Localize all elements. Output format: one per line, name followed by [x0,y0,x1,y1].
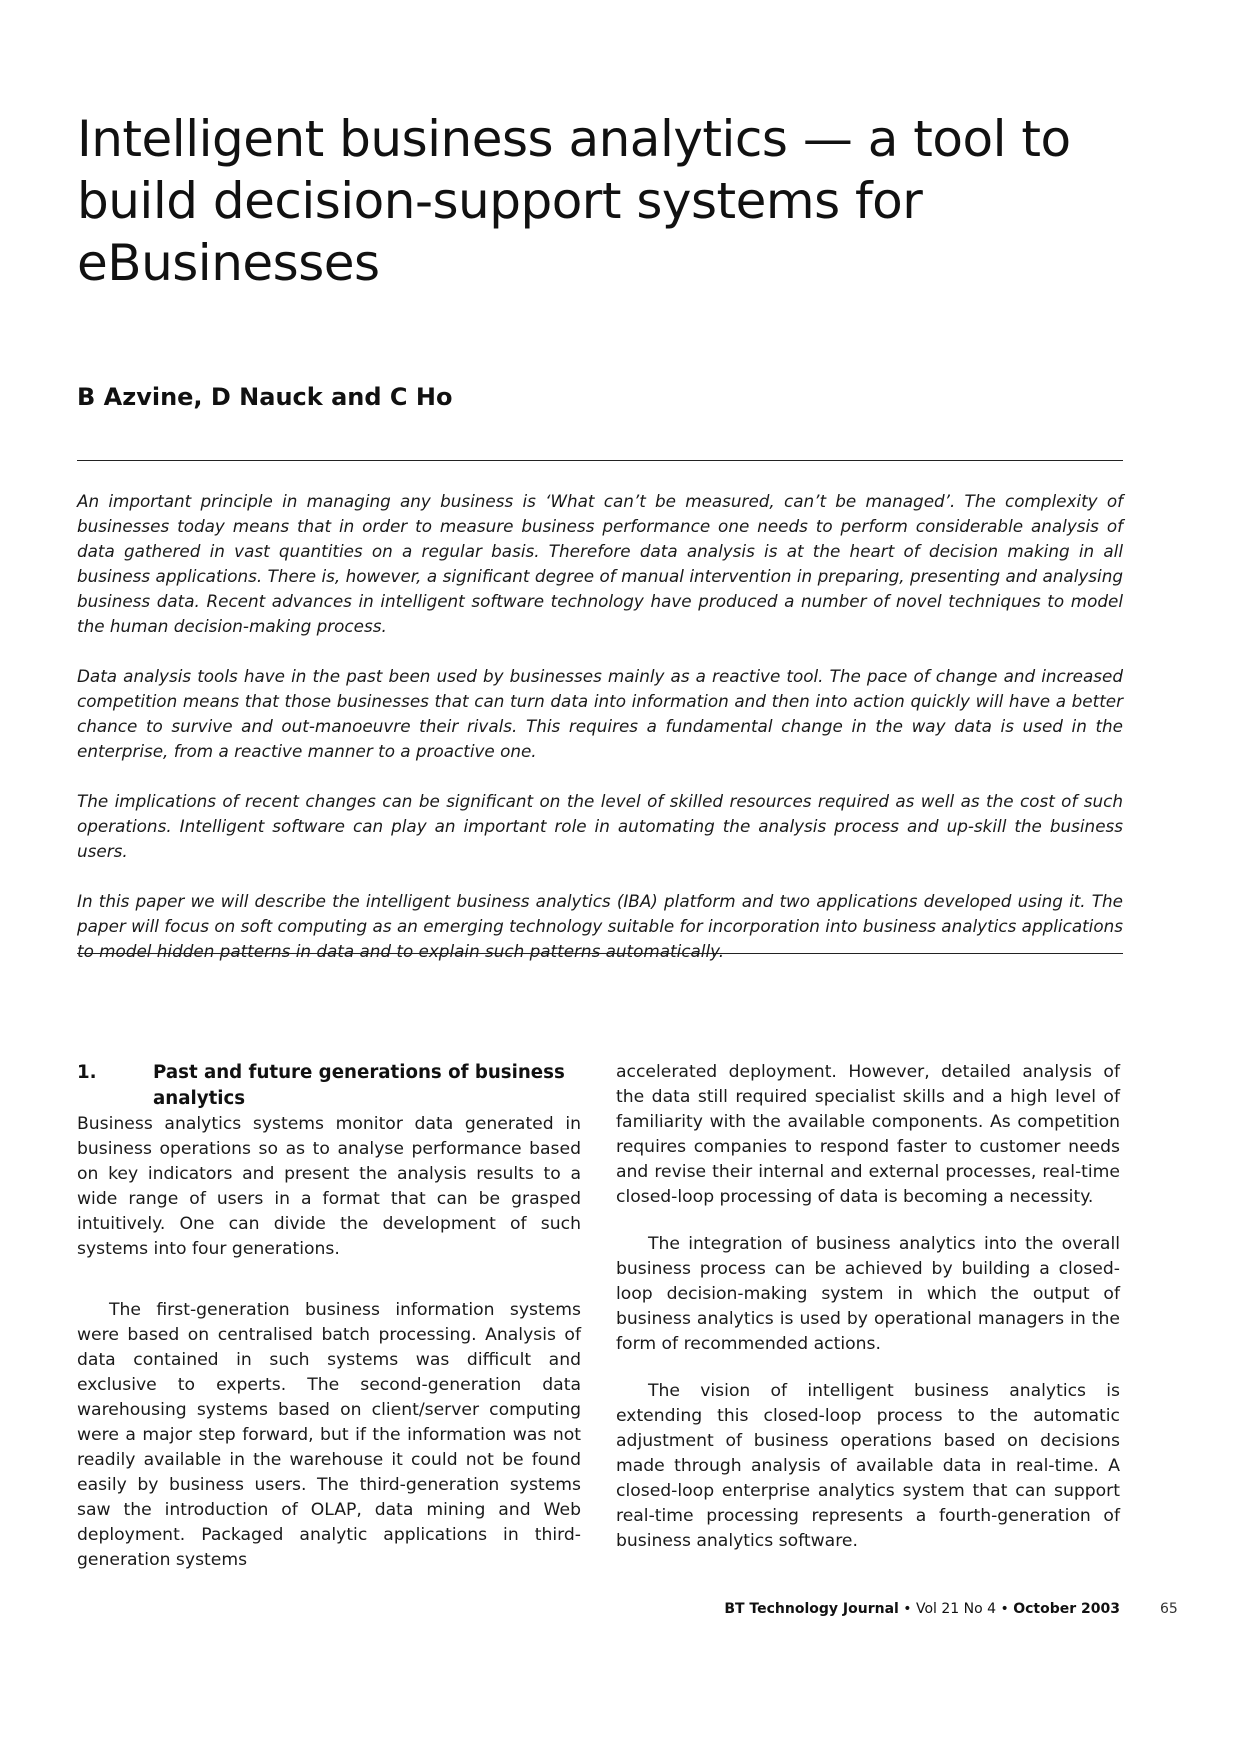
section-number: 1. [77,1062,97,1083]
abstract-paragraph: In this paper we will describe the intelligent business analytics (IBA) platform and two applications developed using it. The paper will focus on soft computing as an emerging technology suitable for incorporation into business analytics applications to model hidden patterns in data and to explain such patterns automatically. [77,891,1123,961]
abstract-top-divider [77,460,1123,461]
section-title: Past and future generations of business analytics [153,1062,565,1109]
abstract-paragraph: The implications of recent changes can be significant on the level of skilled resources required as well as the cost of such operations. Intelligent software can play an important role in automating the analysis process and up-skill the business users. [77,791,1123,861]
journal-volume: Vol 21 No 4 [915,1601,997,1617]
body-paragraph: The integration of business analytics into the overall business process can be achieved by building a closed-loop decision-making system in which the output of business analytics is used by operational managers in the form of recommended actions. [616,1234,1120,1354]
footer-separator: • [898,1601,916,1617]
paper-title: Intelligent business analytics — a tool to build decision-support systems for eBusinesses [77,110,1071,292]
journal-footer [600,1599,1120,1619]
footer-separator: • [996,1601,1014,1617]
body-column-left [77,1060,581,1573]
abstract-bottom-divider [77,953,1123,954]
journal-name: BT Technology Journal [724,1601,899,1617]
abstract-paragraph: An important principle in managing any business is ‘What can’t be measured, can’t be managed’. The complexity of businesses today means that in order to measure business performance one needs to perform considerable analysis of data gathered in vast quantities on a regular basis. Therefore data analysis is at the heart of decision making in all business applications. There is, however, a significant degree of manual intervention in preparing, presenting and analysing business data. Recent advances in intelligent software technology have produced a number of novel techniques to model the human decision-making process. [77,491,1123,636]
abstract-paragraph: Data analysis tools have in the past been used by businesses mainly as a reactive tool. The pace of change and increased competition means that those businesses that can turn data into information and then into action quickly will have a better chance to survive and out-manoeuvre their rivals. This requires a fundamental change in the way data is used in the enterprise, from a reactive manner to a proactive one. [77,666,1123,761]
section-heading [77,1060,581,1112]
body-paragraph: The vision of intelligent business analytics is extending this closed-loop process to the automatic adjustment of business operations based on decisions made through analysis of available data in real-time. A closed-loop enterprise analytics system that can support real-time processing represents a fourth-generation of business analytics software. [616,1381,1120,1551]
journal-date: October 2003 [1013,1601,1120,1617]
paper-authors: B Azvine, D Nauck and C Ho [77,383,453,411]
body-paragraph: accelerated deployment. However, detailed analysis of the data still required specialist skills and a high level of familiarity with the available components. As competition requires companies to respond faster to customer needs and revise their internal and external processes, real-time closed-loop processing of data is becoming a necessity. [616,1062,1120,1207]
body-column-right [616,1060,1120,1554]
page-number: 65 [1160,1601,1178,1617]
body-paragraph: The first-generation business information systems were based on centralised batch processing. Analysis of data contained in such systems was difficult and exclusive to experts. The second-generation data warehousing systems based on client/server computing were a major step forward, but if the information was not readily available in the warehouse it could not be found easily by business users. The third-generation systems saw the introduction of OLAP, data mining and Web deployment. Packaged analytic applications in third-generation systems [77,1300,581,1570]
abstract [77,489,1123,989]
body-paragraph: Business analytics systems monitor data generated in business operations so as to analyse performance based on key indicators and present the analysis results to a wide range of users in a format that can be grasped intuitively. One can divide the development of such systems into four generations. [77,1114,581,1259]
